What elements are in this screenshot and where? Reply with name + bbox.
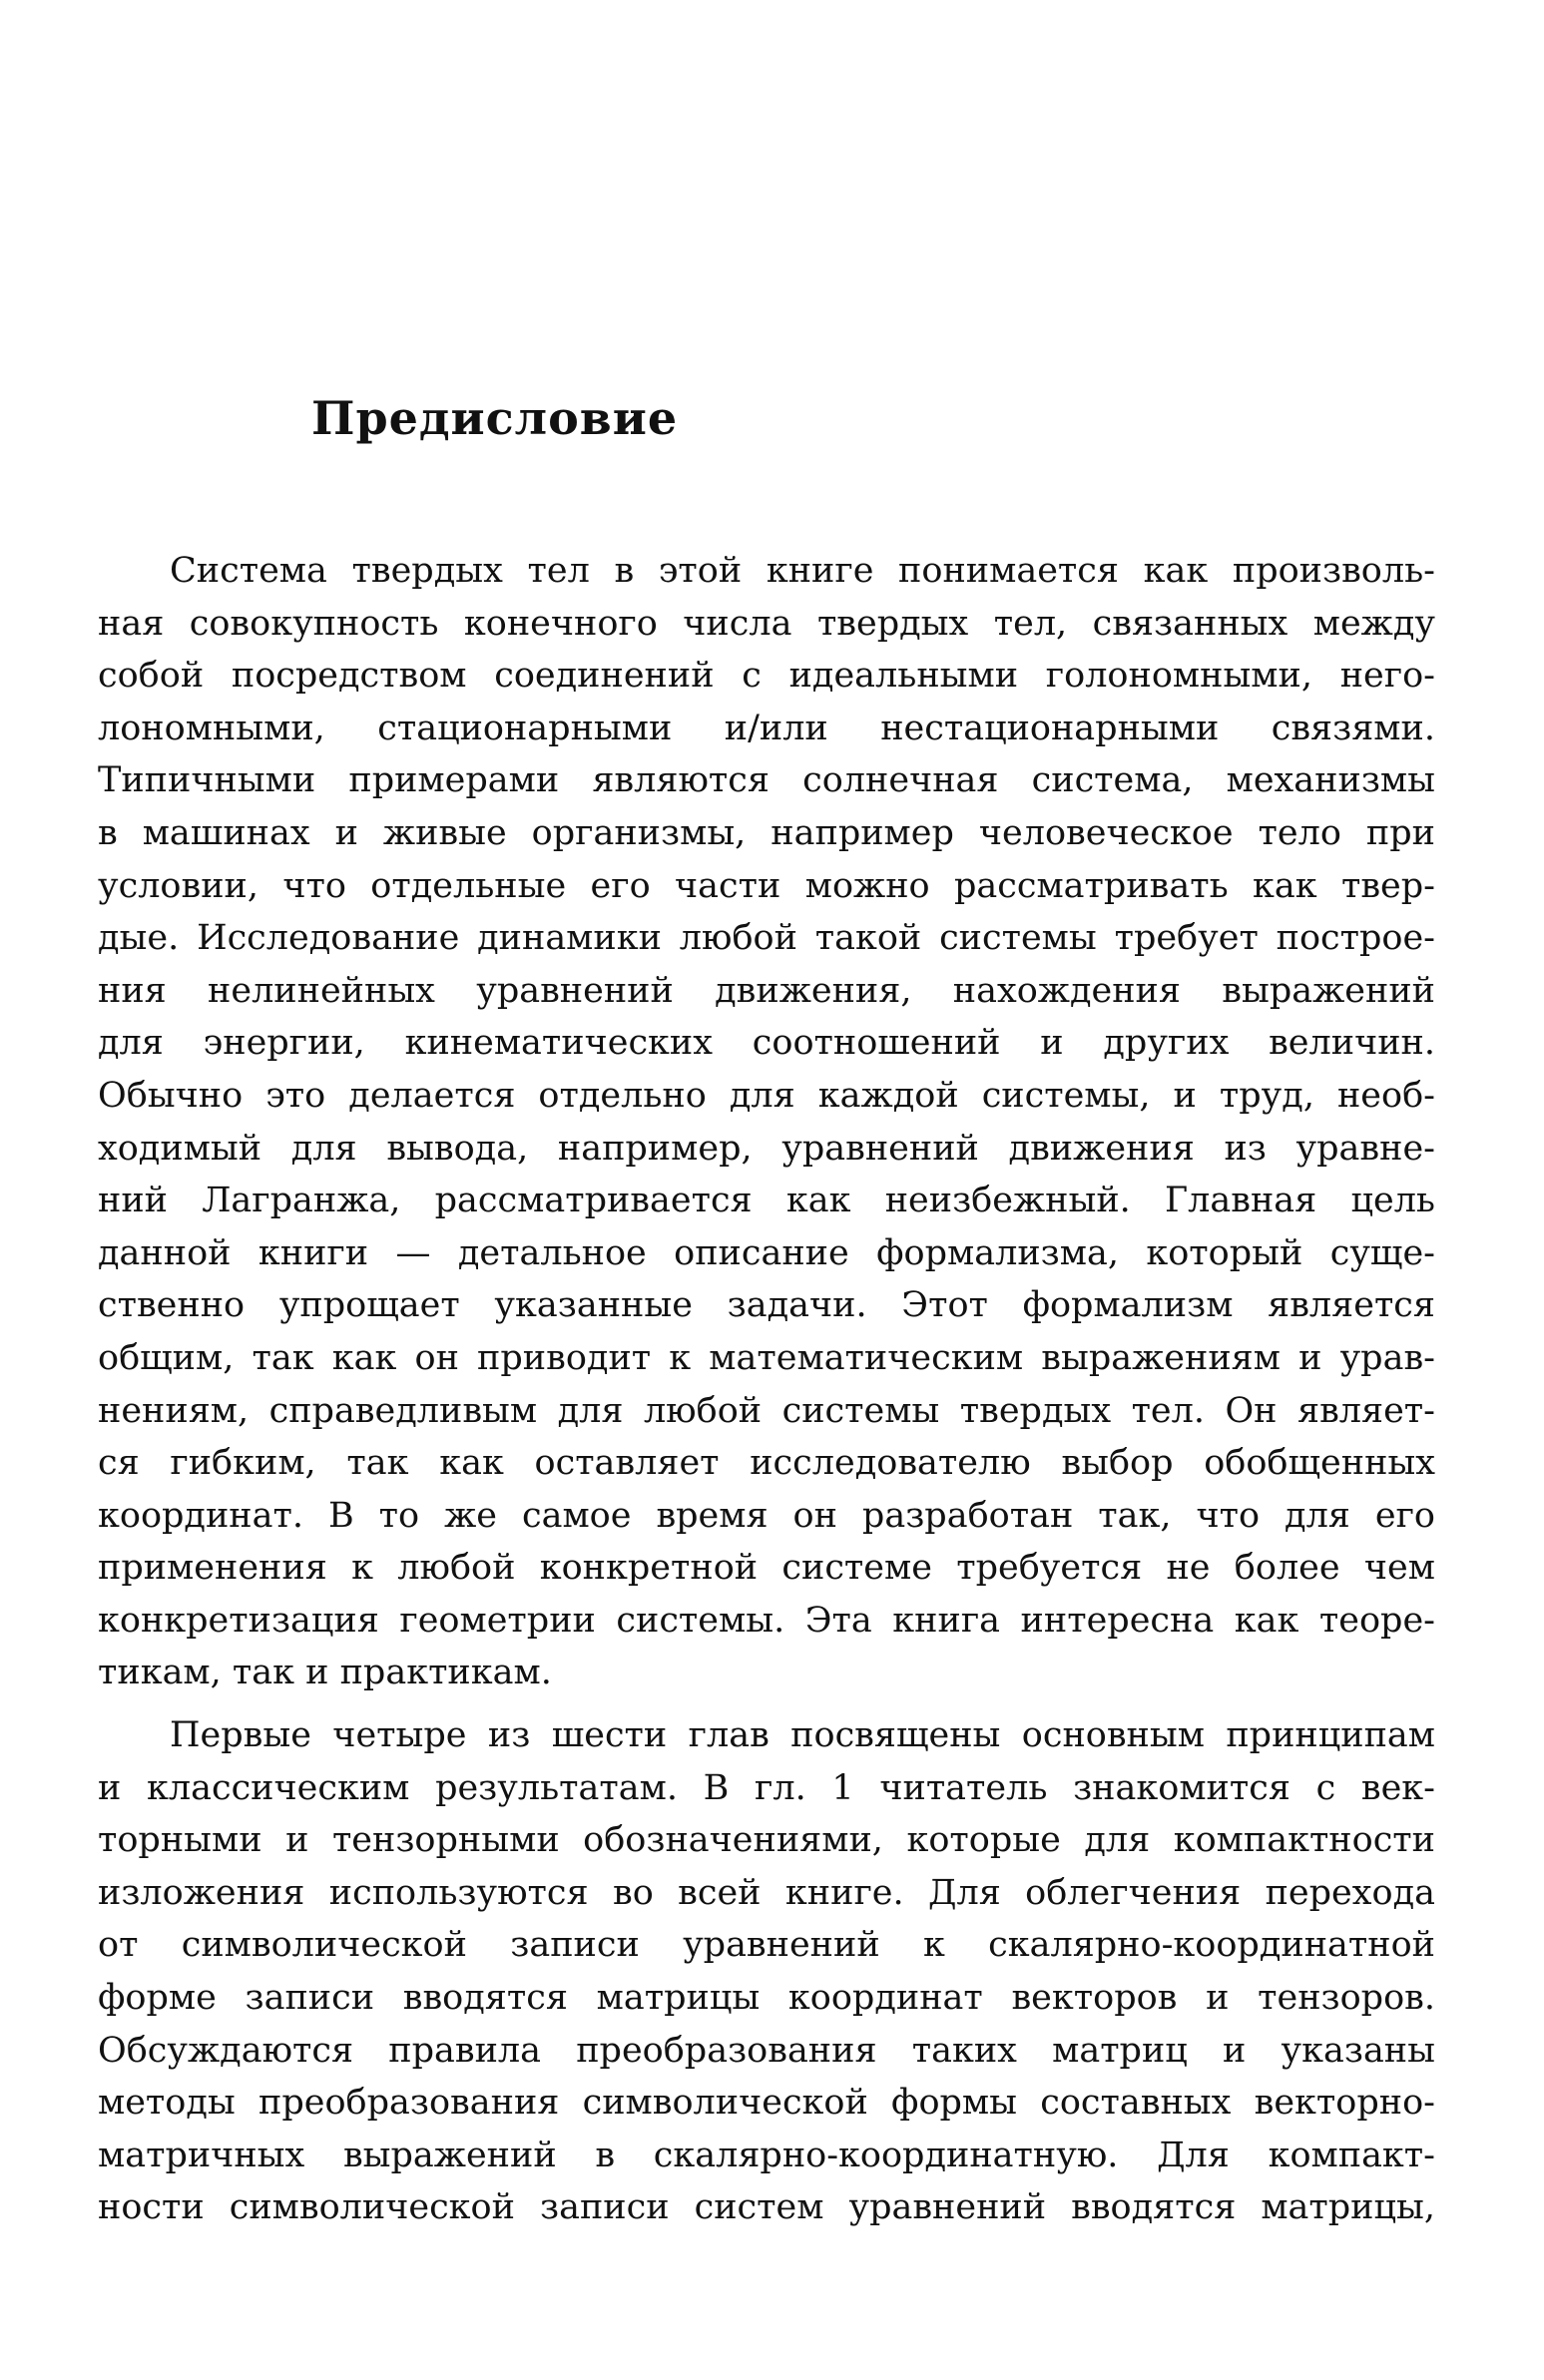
text-line: Обсуждаются правила преобразования таких матриц и указаны [98,2030,1435,2071]
text-line: общим, так как он приводит к математическим выражениям и урав- [98,1337,1435,1378]
text-line: тикам, так и практикам. [98,1653,552,1693]
text-line: данной книги — детальное описание формализма, который суще- [98,1232,1435,1273]
text-line: дые. Исследование динамики любой такой системы требует построе- [98,918,1435,959]
text-line: ний Лагранжа, рассматривается как неизбежный. Главная цель [98,1181,1435,1221]
text-line: нениям, справедливым для любой системы твердых тел. Он являет- [98,1390,1435,1431]
text-line: применения к любой конкретной системе требуется не более чем [98,1548,1435,1589]
text-line: ся гибким, так как оставляет исследователю выбор обобщенных [98,1443,1435,1484]
text-line: Типичными примерами являются солнечная система, механизмы [98,760,1435,801]
text-line: в машинах и живые организмы, например человеческое тело при [98,812,1435,853]
text-line: координат. В то же самое время он разработан так, что для его [98,1495,1435,1536]
text-line: Система твердых тел в этой книге понимается как произволь- [170,551,1435,591]
text-line: торными и тензорными обозначениями, которые для компактности [98,1820,1435,1861]
text-line: собой посредством соединений с идеальными голономными, него- [98,656,1435,697]
text-line: ственно упрощает указанные задачи. Этот формализм является [98,1285,1435,1326]
text-line: для энергии, кинематических соотношений и других величин. [98,1023,1435,1064]
text-line: условии, что отдельные его части можно рассматривать как твер- [98,865,1435,906]
text-line: ходимый для вывода, например, уравнений движения из уравне- [98,1128,1435,1169]
body-text [98,545,1435,2234]
page-title: Предисловие [311,391,679,445]
text-line: ния нелинейных уравнений движения, нахождения выражений [98,970,1435,1011]
text-line: методы преобразования символической формы составных векторно- [98,2083,1435,2124]
text-line: ная совокупность конечного числа твердых тел, связанных между [98,603,1435,644]
text-line: конкретизация геометрии системы. Эта книга интересна как теоре- [98,1600,1435,1641]
text-line: форме записи вводятся матрицы координат векторов и тензоров. [98,1978,1435,2019]
text-line: Обычно это делается отдельно для каждой системы, и труд, необ- [98,1075,1435,1116]
text-line: матричных выражений в скалярно-координатную. Для компакт- [98,2135,1435,2175]
text-line: и классическим результатам. В гл. 1 читатель знакомится с век- [98,1767,1435,1808]
text-line: лономными, стационарными и/или нестационарными связями. [98,708,1435,748]
text-line: изложения используются во всей книге. Для облегчения перехода [98,1872,1435,1913]
paragraph [98,1709,1435,2234]
paragraph [98,545,1435,1699]
text-line: ности символической записи систем уравнений вводятся матрицы, [98,2187,1435,2228]
text-line: от символической записи уравнений к скалярно-координатной [98,1925,1435,1966]
text-line: Первые четыре из шести глав посвящены основным принципам [170,1715,1435,1756]
